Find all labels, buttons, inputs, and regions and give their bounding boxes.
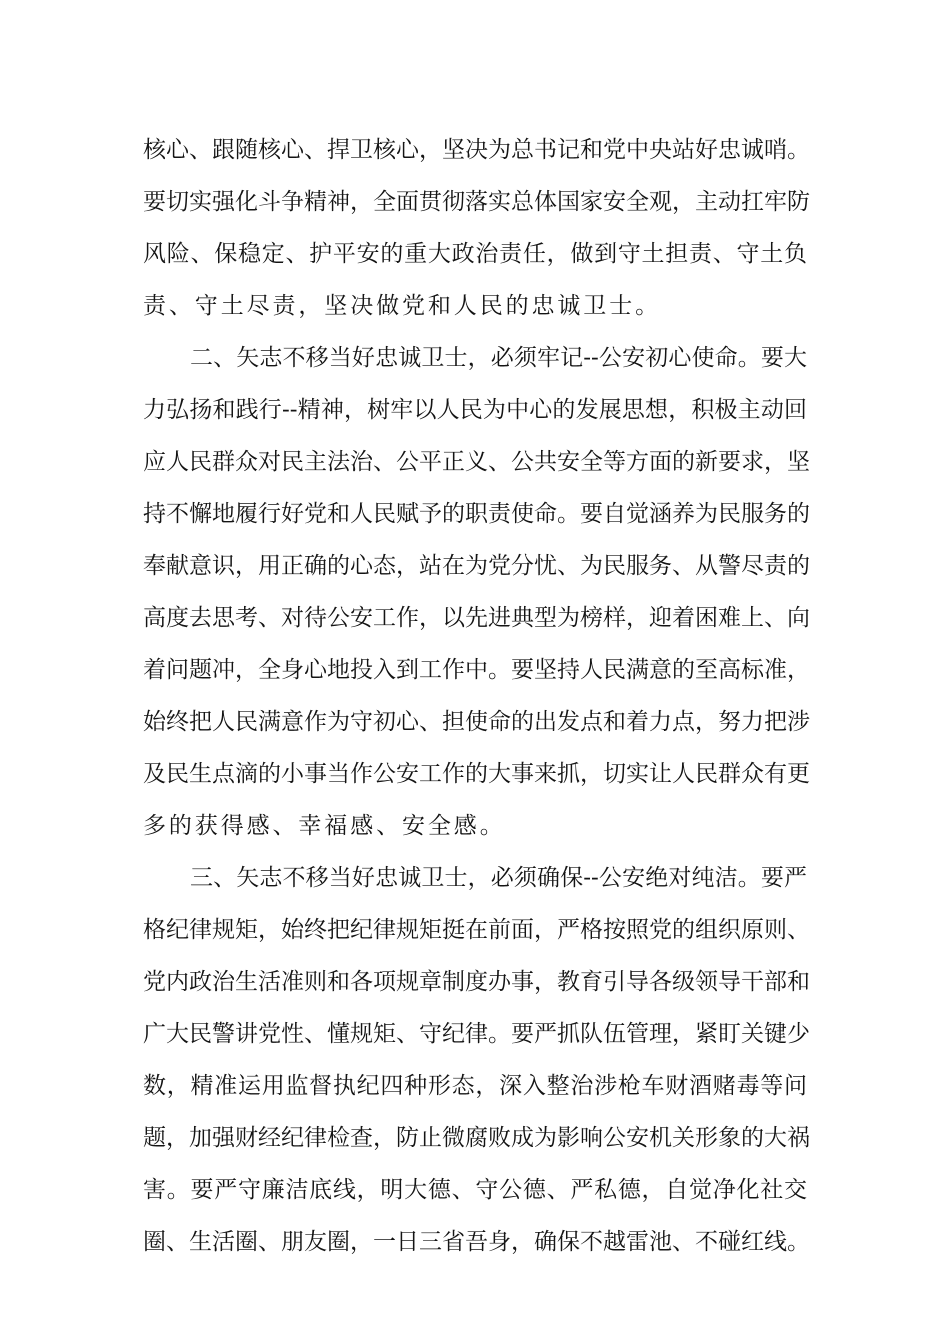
paragraph-three-first-line: 三、矢志不移当好忠诚卫士，必须确保--公安绝对纯洁。要严 (190, 865, 807, 891)
text-line: 核心、跟随核心、捍卫核心，坚决为总书记和党中央站好忠诚哨。 (143, 137, 810, 163)
text-line: 责、守土尽责，坚决做党和人民的忠诚卫士。 (143, 293, 661, 319)
text-line: 风险、保稳定、护平安的重大政治责任，做到守土担责、守土负 (143, 241, 807, 267)
text-line: 数，精准运用监督执纪四种形态，深入整治涉枪车财酒赌毒等问 (143, 1073, 807, 1099)
text-line: 题，加强财经纪律检查，防止微腐败成为影响公安机关形象的大祸 (143, 1125, 810, 1151)
text-line: 多的获得感、幸福感、安全感。 (143, 813, 506, 839)
text-line: 力弘扬和践行--精神，树牢以人民为中心的发展思想，积极主动回 (143, 397, 807, 423)
text-line: 圈、生活圈、朋友圈，一日三省吾身，确保不越雷池、不碰红线。 (143, 1229, 810, 1255)
text-line: 着问题冲，全身心地投入到工作中。要坚持人民满意的至高标准， (143, 657, 810, 683)
text-line: 害。要严守廉洁底线，明大德、守公德、严私德，自觉净化社交 (143, 1177, 807, 1203)
text-line: 高度去思考、对待公安工作，以先进典型为榜样，迎着困难上、向 (143, 605, 810, 631)
text-line: 始终把人民满意作为守初心、担使命的出发点和着力点，努力把涉 (143, 709, 810, 735)
text-line: 广大民警讲党性、懂规矩、守纪律。要严抓队伍管理，紧盯关键少 (143, 1021, 810, 1047)
paragraph-two-first-line: 二、矢志不移当好忠诚卫士，必须牢记--公安初心使命。要大 (190, 345, 807, 371)
text-line: 党内政治生活准则和各项规章制度办事，教育引导各级领导干部和 (143, 969, 810, 995)
text-line: 应人民群众对民主法治、公平正义、公共安全等方面的新要求，坚 (143, 449, 810, 475)
text-line: 及民生点滴的小事当作公安工作的大事来抓，切实让人民群众有更 (143, 761, 810, 787)
text-line: 格纪律规矩，始终把纪律规矩挺在前面，严格按照党的组织原则、 (143, 917, 810, 943)
text-line: 奉献意识，用正确的心态，站在为党分忧、为民服务、从警尽责的 (143, 553, 810, 579)
text-line: 持不懈地履行好党和人民赋予的职责使命。要自觉涵养为民服务的 (143, 501, 810, 527)
text-line: 要切实强化斗争精神，全面贯彻落实总体国家安全观，主动扛牢防 (143, 189, 810, 215)
